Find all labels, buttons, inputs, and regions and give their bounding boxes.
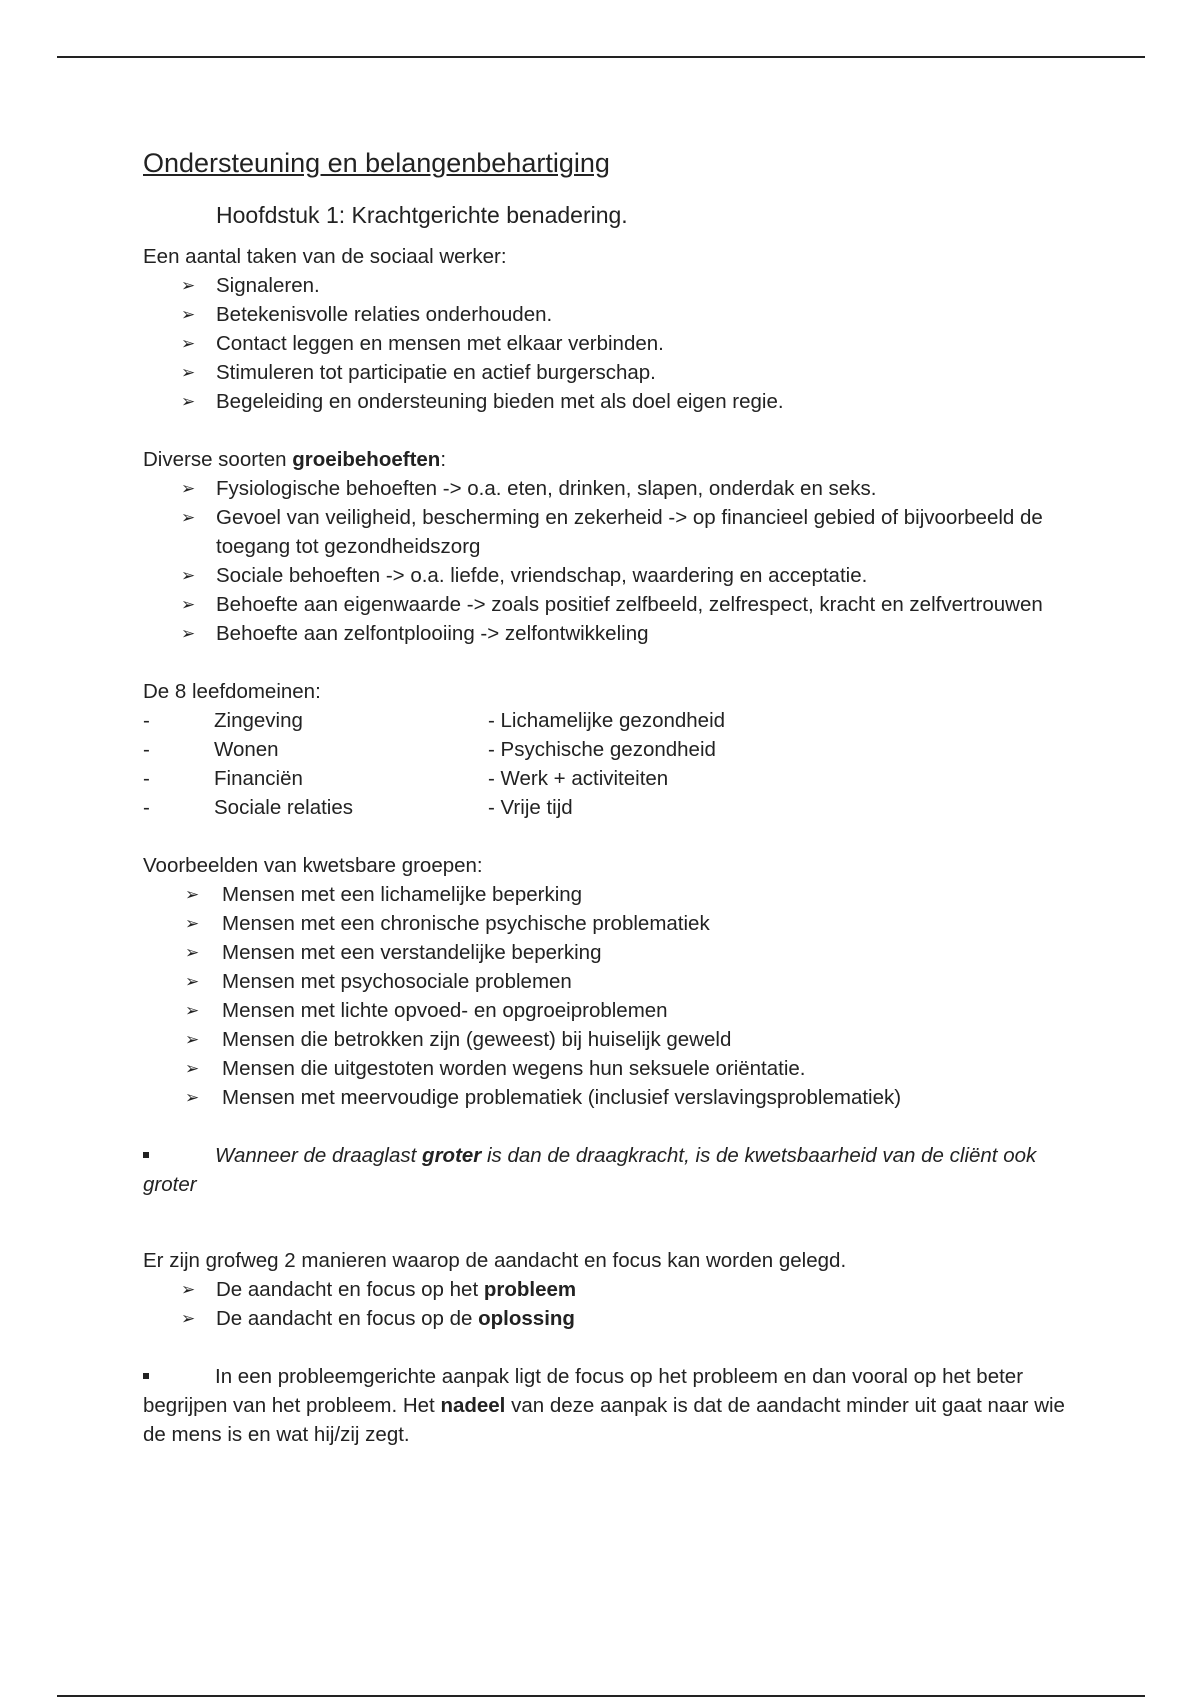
list-item: ➢ Fysiologische behoeften -> o.a. eten, drinken, slapen, onderdak en seks. — [143, 474, 1073, 503]
list-item: ➢ Mensen met meervoudige problematiek (inclusief verslavingsproblematiek) — [143, 1083, 1073, 1112]
arrow-bullet-icon: ➢ — [185, 885, 200, 904]
arrow-bullet-icon: ➢ — [185, 914, 200, 933]
list-item: ➢ Gevoel van veiligheid, bescherming en zekerheid -> op financieel gebied of bijvoorbeeld de toegang tot gezondheidszorg — [143, 503, 1073, 561]
list-item: ➢ Signaleren. — [143, 271, 1073, 300]
draaglast-note: Wanneer de draaglast groter is dan de draagkracht, is de kwetsbaarheid van de cliënt ook groter — [143, 1144, 1037, 1196]
list-item: ➢ Mensen die uitgestoten worden wegens hun seksuele oriëntatie. — [143, 1054, 1073, 1083]
document-title: Ondersteuning en belangenbehartiging — [143, 148, 610, 178]
square-bullet-icon — [143, 1373, 149, 1379]
taken-intro: Een aantal taken van de sociaal werker: — [143, 245, 507, 268]
list-item: ➢ De aandacht en focus op de oplossing — [143, 1304, 1073, 1333]
document-body — [143, 146, 1073, 1449]
square-bullet-icon — [143, 1152, 149, 1158]
manieren-intro: Er zijn grofweg 2 manieren waarop de aandacht en focus kan worden gelegd. — [143, 1249, 847, 1272]
groei-intro: Diverse soorten groeibehoeften: — [143, 448, 447, 471]
groepen-intro: Voorbeelden van kwetsbare groepen: — [143, 854, 483, 877]
list-item: ➢ Mensen met een chronische psychische problematiek — [143, 909, 1073, 938]
top-rule — [57, 56, 1145, 58]
arrow-bullet-icon: ➢ — [181, 508, 196, 527]
arrow-bullet-icon: ➢ — [181, 479, 196, 498]
leefdomeinen-table — [143, 706, 1073, 822]
arrow-bullet-icon: ➢ — [185, 1001, 200, 1020]
arrow-bullet-icon: ➢ — [185, 1088, 200, 1107]
manieren-list — [143, 1275, 1073, 1333]
groepen-list — [143, 880, 1073, 1112]
bottom-rule — [57, 1695, 1145, 1697]
arrow-bullet-icon: ➢ — [181, 305, 196, 324]
arrow-bullet-icon: ➢ — [181, 363, 196, 382]
list-item: ➢ Betekenisvolle relaties onderhouden. — [143, 300, 1073, 329]
table-row: - Wonen - Psychische gezondheid — [143, 738, 716, 761]
list-item: ➢ Stimuleren tot participatie en actief burgerschap. — [143, 358, 1073, 387]
arrow-bullet-icon: ➢ — [181, 595, 196, 614]
table-row: - Zingeving - Lichamelijke gezondheid — [143, 709, 726, 732]
list-item: ➢ Mensen met een verstandelijke beperking — [143, 938, 1073, 967]
list-item: ➢ Contact leggen en mensen met elkaar verbinden. — [143, 329, 1073, 358]
arrow-bullet-icon: ➢ — [185, 1059, 200, 1078]
arrow-bullet-icon: ➢ — [181, 1280, 196, 1299]
arrow-bullet-icon: ➢ — [185, 972, 200, 991]
groei-list — [143, 474, 1073, 648]
list-item: ➢ Behoefte aan eigenwaarde -> zoals positief zelfbeeld, zelfrespect, kracht en zelfvertrouwen — [143, 590, 1073, 619]
table-row: - Sociale relaties - Vrije tijd — [143, 796, 573, 819]
list-item: ➢ Sociale behoeften -> o.a. liefde, vriendschap, waardering en acceptatie. — [143, 561, 1073, 590]
chapter-heading: Hoofdstuk 1: Krachtgerichte benadering. — [216, 202, 628, 228]
arrow-bullet-icon: ➢ — [181, 334, 196, 353]
list-item: ➢ Mensen met lichte opvoed- en opgroeiproblemen — [143, 996, 1073, 1025]
table-row: - Financiën - Werk + activiteiten — [143, 767, 669, 790]
domeinen-intro: De 8 leefdomeinen: — [143, 680, 321, 703]
list-item: ➢ Behoefte aan zelfontplooiing -> zelfontwikkeling — [143, 619, 1073, 648]
arrow-bullet-icon: ➢ — [185, 943, 200, 962]
arrow-bullet-icon: ➢ — [181, 1309, 196, 1328]
list-item: ➢ Mensen met psychosociale problemen — [143, 967, 1073, 996]
probleemgericht-note: In een probleemgerichte aanpak ligt de focus op het probleem en dan vooral op het beter begrijpen van het probleem. Het nadeel van deze aanpak is dat de aandacht minder uit gaat naar wie de mens is en wat hij/zij zegt. — [143, 1365, 1065, 1446]
list-item: ➢ Begeleiding en ondersteuning bieden met als doel eigen regie. — [143, 387, 1073, 416]
taken-list — [143, 271, 1073, 416]
arrow-bullet-icon: ➢ — [185, 1030, 200, 1049]
list-item: ➢ De aandacht en focus op het probleem — [143, 1275, 1073, 1304]
arrow-bullet-icon: ➢ — [181, 392, 196, 411]
list-item: ➢ Mensen met een lichamelijke beperking — [143, 880, 1073, 909]
arrow-bullet-icon: ➢ — [181, 566, 196, 585]
arrow-bullet-icon: ➢ — [181, 276, 196, 295]
arrow-bullet-icon: ➢ — [181, 624, 196, 643]
list-item: ➢ Mensen die betrokken zijn (geweest) bij huiselijk geweld — [143, 1025, 1073, 1054]
